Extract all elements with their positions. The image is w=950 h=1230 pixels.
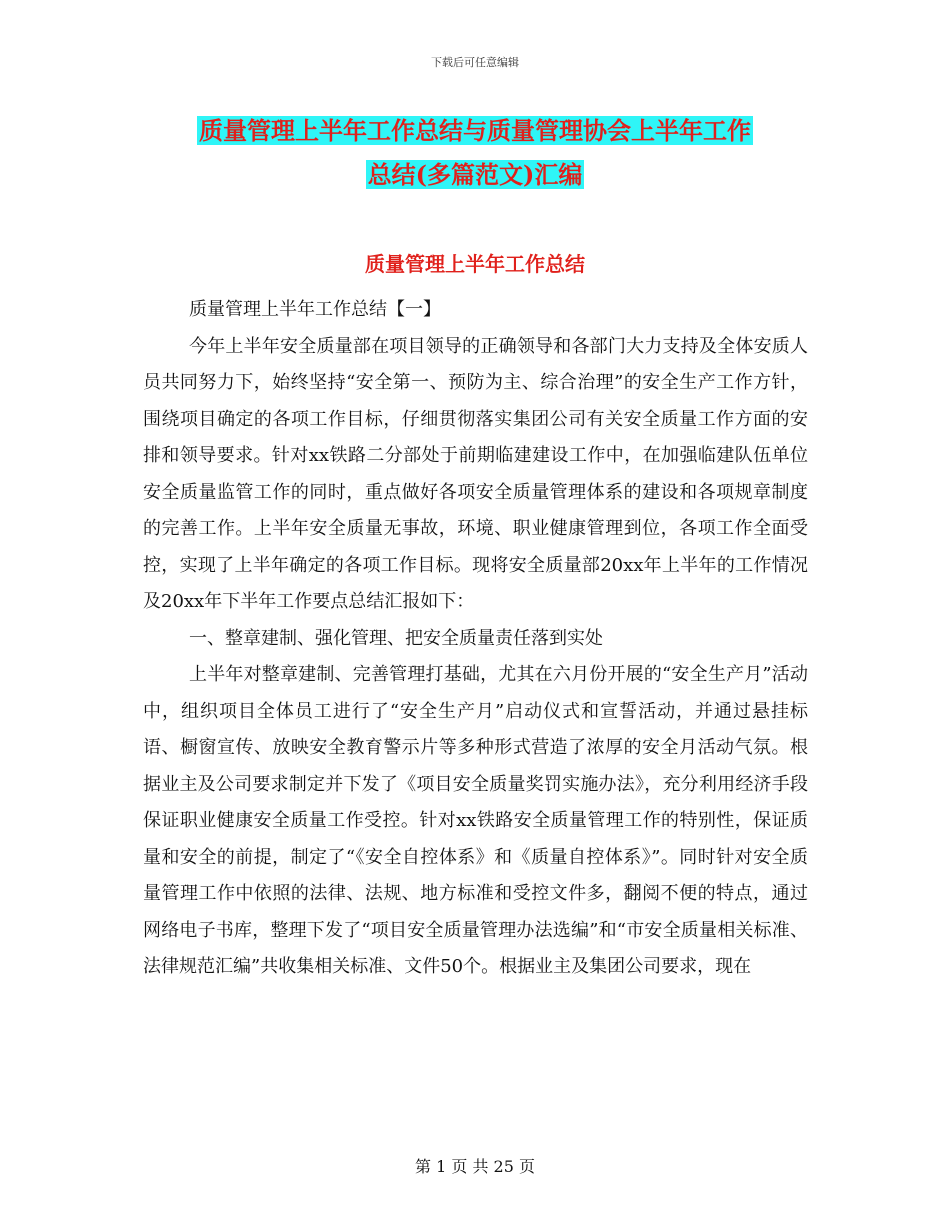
header-note: 下载后可任意编辑 <box>431 56 519 69</box>
document-title-line-2 <box>0 158 950 192</box>
paragraph: 今年上半年安全质量部在项目领导的正确领导和各部门大力支持及全体安质人员共同努力下，始终坚持“安全第一、预防为主、综合治理”的安全生产工作方针，围绕项目确定的各项工作目标，仔细贯彻落实集团公司有关安全质量工作方面的安排和领导要求。针对xx铁路二分部处于前期临建建设工作中，在加强临建队伍单位安全质量监管工作的同时，重点做好各项安全质量管理体系的建设和各项规章制度的完善工作。上半年安全质量无事故，环境、职业健康管理到位，各项工作全面受控，实现了上半年确定的各项工作目标。现将安全质量部20xx年上半年的工作情况及20xx年下半年工作要点总结汇报如下： <box>143 335 808 612</box>
subheading: 一、整章建制、强化管理、把安全质量责任落到实处 <box>189 627 603 649</box>
title-highlight-2: 总结(多篇范文)汇编 <box>367 160 583 189</box>
paragraph: 上半年对整章建制、完善管理打基础，尤其在六月份开展的“安全生产月”活动中，组织项目全体员工进行了“安全生产月”启动仪式和宣誓活动，并通过悬挂标语、橱窗宣传、放映安全教育警示片等多种形式营造了浓厚的安全月活动气氛。根据业主及公司要求制定并下发了《项目安全质量奖罚实施办法》，充分利用经济手段保证职业健康安全质量工作受控。针对xx铁路安全质量管理工作的特别性，保证质量和安全的前提，制定了“《安全自控体系》和《质量自控体系》”。同时针对安全质量管理工作中依照的法律、法规、地方标准和受控文件多，翻阅不便的特点，通过网络电子书库，整理下发了“项目安全质量管理办法选编”和“市安全质量相关标准、法律规范汇编”共收集相关标准、文件50个。根据业主及集团公司要求，现在 <box>143 664 808 977</box>
page-number-footer: 第 1 页 共 25 页 <box>415 1157 535 1176</box>
document-title-line-1 <box>0 114 950 148</box>
body-text <box>143 292 808 986</box>
section-title: 质量管理上半年工作总结 <box>365 252 585 276</box>
subheading-part-one: 质量管理上半年工作总结【一】 <box>189 299 441 320</box>
title-highlight-1: 质量管理上半年工作总结与质量管理协会上半年工作 <box>199 116 751 145</box>
